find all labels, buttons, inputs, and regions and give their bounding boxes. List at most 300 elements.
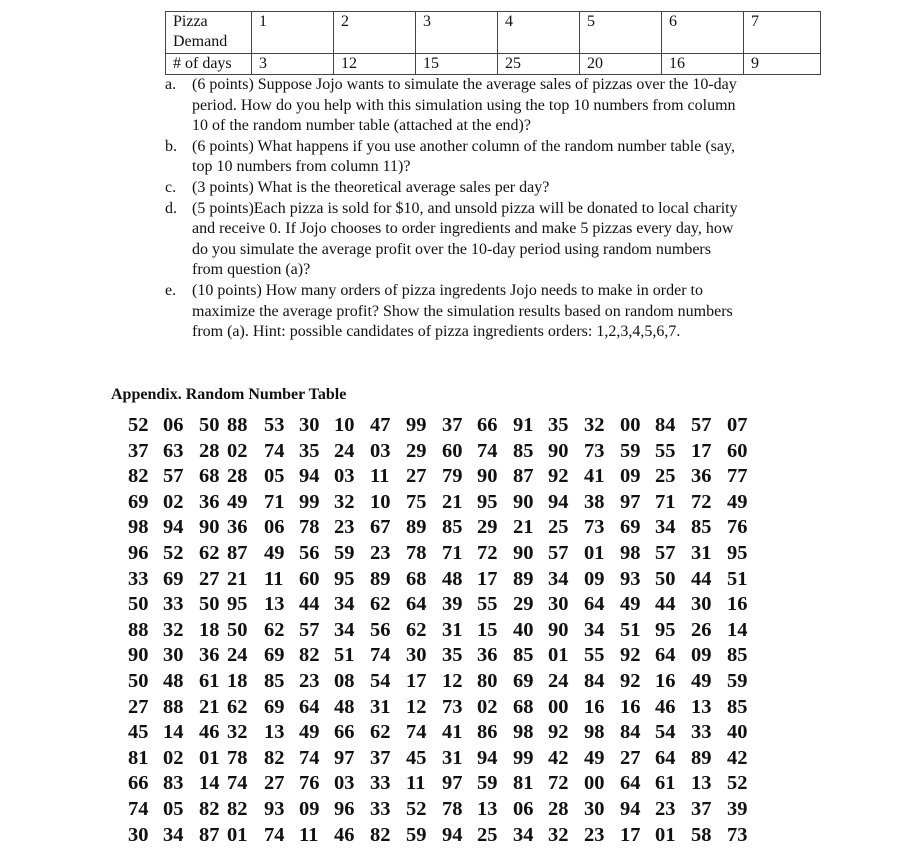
question-item (165, 178, 738, 199)
random-number-cell: 11 (299, 823, 319, 846)
random-number-cell: 96 (128, 542, 149, 564)
random-number-cell: 72 (691, 490, 712, 513)
random-number-cell: 64 (655, 644, 676, 667)
random-number-cell: 99 (299, 490, 320, 513)
random-number-cell: 98 (620, 542, 641, 564)
random-number-cell: 16 (584, 695, 605, 718)
random-number-cell: 76 (727, 516, 748, 539)
random-number-cell: 97 (334, 746, 355, 769)
random-number-cell: 64 (406, 593, 427, 616)
random-number-cell: 21 (442, 490, 463, 513)
random-number-cell: 87 (513, 465, 534, 488)
random-number-cell: 67 (370, 516, 391, 539)
row-label-demand: Pizza Demand (166, 12, 252, 54)
random-number-cell: 74 (406, 721, 427, 744)
random-number-cell: 34 (513, 823, 534, 846)
random-number-cell: 45 (406, 746, 427, 769)
random-number-cell: 60 (727, 439, 748, 462)
question-item (165, 75, 738, 137)
random-number-cell: 80 (477, 670, 498, 692)
demand-cell: 5 (580, 12, 662, 54)
random-number-cell: 62 (370, 593, 391, 616)
question-line: do you simulate the average profit over the 10-day period using random numbers (192, 240, 711, 258)
random-number-cell: 40 (513, 618, 534, 641)
random-number-cell: 54 (370, 670, 391, 692)
random-number-cell: 94 (163, 516, 184, 539)
random-number-cell: 11 (406, 772, 426, 795)
random-number-cell: 02 (163, 746, 184, 769)
random-number-cell: 86 (477, 721, 498, 744)
random-number-cell: 42 (727, 746, 748, 769)
random-number-cell: 51 (727, 567, 748, 590)
random-number-cell: 21 (199, 695, 220, 718)
question-line: (5 points)Each pizza is sold for $10, and unsold pizza will be donated to local charity (192, 199, 738, 217)
random-number-cell: 18 (199, 618, 220, 641)
random-number-cell: 14 (199, 772, 220, 795)
random-number-cell: 87 (199, 823, 220, 846)
random-number-cell: 69 (620, 516, 641, 539)
days-cell: 15 (416, 54, 498, 75)
random-number-cell: 01 (584, 542, 605, 564)
random-number-cell: 85 (442, 516, 463, 539)
random-number-cell: 60 (442, 439, 463, 462)
random-number-cell: 29 (513, 593, 534, 616)
random-number-cell: 95 (334, 567, 355, 590)
random-number-cell: 97 (620, 490, 641, 513)
random-number-cell: 58 (691, 823, 712, 846)
random-number-cell: 51 (620, 618, 641, 641)
random-number-cell: 13 (691, 695, 712, 718)
random-number-cell: 30 (299, 414, 320, 436)
random-number-cell: 35 (299, 439, 320, 462)
random-number-cell: 59 (334, 542, 355, 564)
random-number-cell: 29 (477, 516, 498, 539)
days-cell: 12 (334, 54, 416, 75)
random-number-cell: 34 (163, 823, 184, 846)
demand-cell: 4 (498, 12, 580, 54)
random-number-cell: 25 (655, 465, 676, 488)
random-number-cell: 02 (477, 695, 498, 718)
random-number-cell: 73 (584, 516, 605, 539)
random-number-cell: 34 (334, 593, 355, 616)
demand-cell: 3 (416, 12, 498, 54)
random-number-cell: 50 (655, 567, 676, 590)
random-number-cell: 74 (264, 439, 285, 462)
random-number-cell: 07 (727, 414, 748, 436)
random-number-cell: 72 (548, 772, 569, 795)
random-number-cell: 18 (227, 670, 248, 692)
random-number-cell: 50 (199, 593, 220, 616)
random-number-cell: 92 (620, 670, 641, 692)
random-number-cell: 64 (655, 746, 676, 769)
random-number-cell: 27 (620, 746, 641, 769)
random-number-cell: 32 (584, 414, 605, 436)
random-number-cell: 98 (128, 516, 149, 539)
random-number-cell: 17 (406, 670, 427, 692)
random-number-cell: 37 (691, 798, 712, 820)
random-number-cell: 40 (727, 721, 748, 744)
random-number-cell: 17 (691, 439, 712, 462)
random-number-cell: 69 (163, 567, 184, 590)
random-number-cell: 47 (370, 414, 391, 436)
random-number-cell: 13 (264, 593, 285, 616)
question-line: top 10 numbers from column 11)? (192, 158, 411, 176)
random-number-cell: 37 (128, 439, 149, 462)
random-number-cell: 23 (584, 823, 605, 846)
random-number-cell: 82 (264, 746, 285, 769)
random-number-cell: 90 (477, 465, 498, 488)
random-number-cell: 28 (548, 798, 569, 820)
random-number-cell: 34 (334, 618, 355, 641)
random-number-cell: 24 (227, 644, 248, 667)
random-number-cell: 36 (199, 490, 220, 513)
random-number-cell: 82 (128, 465, 149, 488)
random-number-cell: 71 (264, 490, 285, 513)
random-number-cell: 84 (584, 670, 605, 692)
random-number-cell: 33 (163, 593, 184, 616)
random-number-cell: 30 (691, 593, 712, 616)
random-number-cell: 11 (264, 567, 284, 590)
random-number-cell: 33 (370, 772, 391, 795)
random-number-cell: 00 (548, 695, 569, 718)
random-number-cell: 74 (128, 798, 149, 820)
question-line: (6 points) Suppose Jojo wants to simulate the average sales of pizzas over the 10-day (192, 76, 737, 93)
random-number-cell: 33 (128, 567, 149, 590)
random-number-cell: 03 (370, 439, 391, 462)
random-number-cell: 27 (264, 772, 285, 795)
random-number-cell: 62 (199, 542, 220, 564)
random-number-cell: 46 (334, 823, 355, 846)
random-number-cell: 10 (334, 414, 355, 436)
random-number-cell: 32 (227, 721, 248, 744)
random-number-cell: 46 (655, 695, 676, 718)
question-line: from (a). Hint: possible candidates of pizza ingredients orders: 1,2,3,4,5,6,7. (192, 323, 681, 341)
random-number-cell: 00 (584, 772, 605, 795)
random-number-cell: 85 (727, 695, 748, 718)
random-number-cell: 90 (513, 490, 534, 513)
random-number-cell: 69 (513, 670, 534, 692)
random-number-cell: 69 (128, 490, 149, 513)
random-number-cell: 24 (548, 670, 569, 692)
random-number-cell: 34 (548, 567, 569, 590)
random-number-cell: 37 (442, 414, 463, 436)
random-number-cell: 14 (163, 721, 184, 744)
random-number-cell: 44 (655, 593, 676, 616)
days-cell: 9 (744, 54, 821, 75)
random-number-cell: 44 (691, 567, 712, 590)
random-number-cell: 50 (199, 414, 220, 436)
random-number-cell: 90 (199, 516, 220, 539)
random-number-cell: 59 (727, 670, 748, 692)
random-number-cell: 33 (691, 721, 712, 744)
random-number-cell: 25 (548, 516, 569, 539)
random-number-cell: 17 (620, 823, 641, 846)
random-number-cell: 88 (163, 695, 184, 718)
random-number-cell: 46 (199, 721, 220, 744)
random-number-cell: 28 (199, 439, 220, 462)
random-number-cell: 51 (334, 644, 355, 667)
random-number-cell: 37 (370, 746, 391, 769)
random-number-cell: 92 (548, 721, 569, 744)
random-number-cell: 02 (163, 490, 184, 513)
random-number-cell: 16 (620, 695, 641, 718)
random-number-cell: 12 (442, 670, 463, 692)
random-number-cell: 52 (727, 772, 748, 795)
random-number-cell: 48 (334, 695, 355, 718)
random-number-cell: 90 (128, 644, 149, 667)
random-number-cell: 66 (477, 414, 498, 436)
question-item (165, 281, 738, 343)
random-number-cell: 85 (264, 670, 285, 692)
random-number-cell: 93 (264, 798, 285, 820)
demand-cell: 1 (252, 12, 334, 54)
random-number-cell: 11 (370, 465, 390, 488)
random-number-cell: 03 (334, 772, 355, 795)
random-number-cell: 74 (477, 439, 498, 462)
random-number-cell: 49 (727, 490, 748, 513)
random-number-cell: 89 (406, 516, 427, 539)
random-number-cell: 09 (299, 798, 320, 820)
random-number-cell: 74 (264, 823, 285, 846)
random-number-cell: 31 (370, 695, 391, 718)
random-number-cell: 82 (227, 798, 248, 820)
random-number-cell: 95 (727, 542, 748, 564)
random-number-cell: 09 (691, 644, 712, 667)
random-number-cell: 96 (334, 798, 355, 820)
random-number-cell: 49 (691, 670, 712, 692)
random-number-cell: 73 (727, 823, 748, 846)
random-number-cell: 44 (299, 593, 320, 616)
question-line: from question (a)? (192, 261, 311, 279)
random-number-cell: 36 (477, 644, 498, 667)
random-number-cell: 35 (548, 414, 569, 436)
random-number-cell: 82 (199, 798, 220, 820)
random-number-cell: 27 (199, 567, 220, 590)
random-number-cell: 02 (227, 439, 248, 462)
random-number-cell: 28 (227, 465, 248, 488)
random-number-cell: 41 (584, 465, 605, 488)
random-number-cell: 39 (727, 798, 748, 820)
random-number-cell: 79 (442, 465, 463, 488)
random-number-cell: 49 (264, 542, 285, 564)
random-number-cell: 17 (477, 567, 498, 590)
random-number-cell: 33 (370, 798, 391, 820)
random-number-cell: 90 (548, 439, 569, 462)
random-number-cell: 13 (477, 798, 498, 820)
random-number-cell: 63 (163, 439, 184, 462)
random-number-cell: 90 (548, 618, 569, 641)
random-number-cell: 36 (691, 465, 712, 488)
random-number-cell: 64 (584, 593, 605, 616)
random-number-cell: 31 (442, 746, 463, 769)
random-number-cell: 68 (199, 465, 220, 488)
random-number-cell: 00 (620, 414, 641, 436)
random-number-cell: 85 (691, 516, 712, 539)
random-number-cell: 26 (691, 618, 712, 641)
random-number-cell: 50 (227, 618, 248, 641)
random-number-cell: 94 (477, 746, 498, 769)
random-number-cell: 49 (620, 593, 641, 616)
random-number-cell: 74 (227, 772, 248, 795)
random-number-cell: 06 (163, 414, 184, 436)
list-marker: c. (165, 178, 177, 196)
random-number-cell: 87 (227, 542, 248, 564)
random-number-cell: 97 (442, 772, 463, 795)
random-number-cell: 08 (334, 670, 355, 692)
random-number-cell: 98 (513, 721, 534, 744)
random-number-cell: 64 (299, 695, 320, 718)
random-number-cell: 56 (299, 542, 320, 564)
random-number-cell: 13 (691, 772, 712, 795)
random-number-cell: 06 (264, 516, 285, 539)
random-number-cell: 01 (227, 823, 248, 846)
random-number-cell: 32 (548, 823, 569, 846)
demand-row (166, 12, 821, 54)
random-number-cell: 91 (513, 414, 534, 436)
random-number-cell: 57 (163, 465, 184, 488)
random-number-cell: 82 (370, 823, 391, 846)
random-number-cell: 01 (655, 823, 676, 846)
random-number-cell: 78 (442, 798, 463, 820)
random-number-cell: 62 (264, 618, 285, 641)
days-cell: 25 (498, 54, 580, 75)
random-number-cell: 89 (513, 567, 534, 590)
random-number-cell: 15 (477, 618, 498, 641)
random-number-cell: 42 (548, 746, 569, 769)
random-number-cell: 73 (442, 695, 463, 718)
random-number-cell: 55 (584, 644, 605, 667)
question-line: (6 points) What happens if you use another column of the random number table (say, (192, 137, 735, 155)
days-cell: 3 (252, 54, 334, 75)
random-number-cell: 82 (299, 644, 320, 667)
random-number-cell: 32 (334, 490, 355, 513)
random-number-cell: 48 (442, 567, 463, 590)
random-number-cell: 62 (370, 721, 391, 744)
random-number-cell: 50 (128, 593, 149, 616)
random-number-cell: 52 (163, 542, 184, 564)
random-number-cell: 73 (584, 439, 605, 462)
random-number-cell: 78 (406, 542, 427, 564)
random-number-cell: 81 (128, 746, 149, 769)
random-number-cell: 84 (655, 414, 676, 436)
question-line: and receive 0. If Jojo chooses to order ingredients and make 5 pizzas every day, how (192, 220, 734, 238)
random-number-cell: 57 (691, 414, 712, 436)
random-number-cell: 74 (370, 644, 391, 667)
random-number-cell: 34 (584, 618, 605, 641)
random-number-cell: 31 (691, 542, 712, 564)
random-number-cell: 92 (548, 465, 569, 488)
random-number-cell: 53 (264, 414, 285, 436)
random-number-cell: 98 (584, 721, 605, 744)
random-number-cell: 71 (655, 490, 676, 513)
random-number-cell: 78 (299, 516, 320, 539)
random-number-cell: 45 (128, 721, 149, 744)
random-number-cell: 06 (513, 798, 534, 820)
random-number-cell: 30 (163, 644, 184, 667)
random-number-cell: 39 (442, 593, 463, 616)
random-number-cell: 85 (513, 439, 534, 462)
random-number-cell: 24 (334, 439, 355, 462)
random-number-cell: 36 (199, 644, 220, 667)
random-number-cell: 76 (299, 772, 320, 795)
random-number-cell: 85 (513, 644, 534, 667)
random-number-cell: 32 (163, 618, 184, 641)
random-number-cell: 52 (406, 798, 427, 820)
demand-cell: 7 (744, 12, 821, 54)
random-number-cell: 49 (584, 746, 605, 769)
random-number-cell: 03 (334, 465, 355, 488)
random-number-cell: 14 (727, 618, 748, 641)
random-number-cell: 59 (620, 439, 641, 462)
demand-cell: 2 (334, 12, 416, 54)
random-number-cell: 12 (406, 695, 427, 718)
random-number-cell: 34 (655, 516, 676, 539)
random-number-cell: 01 (199, 746, 220, 769)
random-number-cell: 89 (370, 567, 391, 590)
list-marker: d. (165, 199, 177, 217)
random-number-cell: 48 (163, 670, 184, 692)
random-number-cell: 35 (442, 644, 463, 667)
list-marker: a. (165, 76, 177, 93)
random-number-cell: 94 (299, 465, 320, 488)
random-number-cell: 23 (370, 542, 391, 564)
random-number-cell: 52 (128, 414, 149, 436)
pizza-demand-table (165, 11, 821, 75)
random-number-cell: 05 (163, 798, 184, 820)
random-number-cell: 30 (548, 593, 569, 616)
random-number-cell: 55 (655, 439, 676, 462)
random-number-cell: 61 (655, 772, 676, 795)
random-number-cell: 68 (513, 695, 534, 718)
days-cell: 16 (662, 54, 744, 75)
random-number-cell: 36 (227, 516, 248, 539)
random-number-cell: 93 (620, 567, 641, 590)
question-line: (3 points) What is the theoretical average sales per day? (192, 178, 550, 196)
list-marker: b. (165, 137, 177, 155)
random-number-cell: 94 (548, 490, 569, 513)
random-number-cell: 30 (128, 823, 149, 846)
random-number-cell: 95 (227, 593, 248, 616)
question-line: period. How do you help with this simulation using the top 10 numbers from column (192, 96, 736, 114)
random-number-cell: 23 (334, 516, 355, 539)
list-marker: e. (165, 281, 177, 299)
random-number-cell: 59 (477, 772, 498, 795)
random-number-cell: 38 (584, 490, 605, 513)
random-number-cell: 57 (655, 542, 676, 564)
appendix-title: Appendix. Random Number Table (111, 386, 347, 403)
random-number-cell: 27 (128, 695, 149, 718)
random-number-cell: 01 (548, 644, 569, 667)
random-number-cell: 49 (227, 490, 248, 513)
random-number-cell: 31 (442, 618, 463, 641)
question-line: (10 points) How many orders of pizza ingredents Jojo needs to make in order to (192, 281, 703, 299)
question-item (165, 199, 738, 281)
random-number-cell: 57 (299, 618, 320, 641)
random-number-cell: 57 (548, 542, 569, 564)
random-number-cell: 88 (128, 618, 149, 641)
random-number-cell: 29 (406, 439, 427, 462)
question-line: maximize the average profit? Show the simulation results based on random numbers (192, 302, 733, 320)
random-number-cell: 09 (620, 465, 641, 488)
random-number-cell: 95 (655, 618, 676, 641)
random-number-cell: 92 (620, 644, 641, 667)
random-number-cell: 16 (727, 593, 748, 616)
random-number-cell: 85 (727, 644, 748, 667)
random-number-cell: 21 (513, 516, 534, 539)
random-number-cell: 54 (655, 721, 676, 744)
random-number-cell: 09 (584, 567, 605, 590)
random-number-cell: 62 (227, 695, 248, 718)
